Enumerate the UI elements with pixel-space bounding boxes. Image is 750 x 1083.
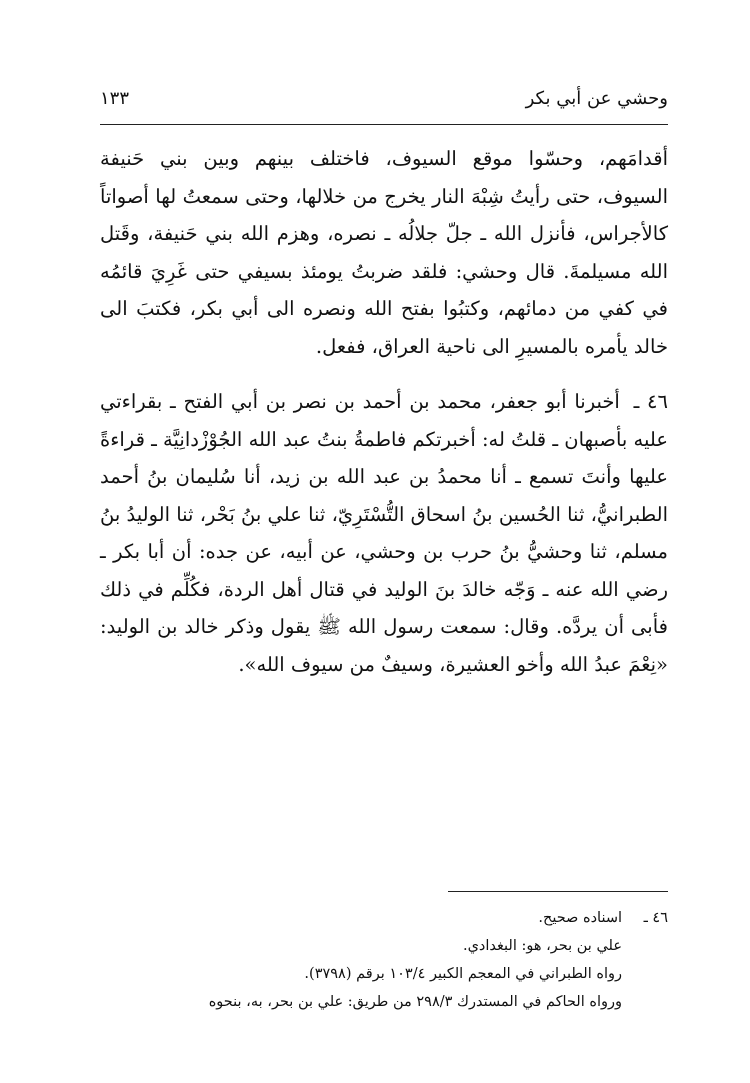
- main-text: [100, 140, 668, 683]
- footnote-line: [100, 904, 668, 932]
- running-title: وحشي عن أبي بكر: [525, 88, 668, 109]
- header-divider: [100, 124, 668, 125]
- footnotes: [100, 904, 668, 1016]
- running-head: [100, 86, 668, 112]
- paragraph-2: [100, 383, 668, 683]
- footnote-number: ٤٦ ـ: [643, 910, 668, 926]
- paragraph-2-text: أخبرنا أبو جعفر، محمد بن أحمد بن نصر بن أبي الفتح ـ بقراءتي عليه بأصبهان ـ قلتُ له: أخبرتكم فاطمةُ بنتُ عبد الله الجُوْزْدانِيَّة ـ قراءةً عليها وأنتَ تسمع ـ أنا محمدُ بن عبد الله بن زيد، أنا سُليمان بنُ أحمد الطبرانيُّ، ثنا الحُسين بنُ اسحاق التُّسْتَرِيّ، ثنا علي بنُ بَحْر، ثنا الوليدُ بنُ مسلم، ثنا وحشيُّ بنُ حرب بن وحشي، عن أبيه، عن جده: أن أبا بكر ـ رضي الله عنه ـ وَجّه خالدَ بنَ الوليد في قتال أهل الردة، فكُلِّم في ذلك فأبى أن يردَّه. وقال: سمعت رسول الله ﷺ يقول وذكر خالد بن الوليد: «نِعْمَ عبدُ الله وأخو العشيرة، وسيفٌ من سيوف الله».: [100, 390, 668, 676]
- page-number: ١٣٣: [100, 88, 130, 109]
- footnote-line: رواه الطبراني في المعجم الكبير ١٠٣/٤ برقم (٣٧٩٨).: [304, 966, 622, 982]
- footnote-text: اسناده صحيح.: [538, 910, 622, 926]
- paragraph-2-number: ٤٦ ـ: [633, 390, 668, 413]
- paragraph-1: أقدامَهم، وحسّوا موقع السيوف، فاختلف بينهم وبين بني حَنيفة السيوف، حتى رأيتُ شِبْهَ النار يخرج من خلالها، وحتى سمعتُ لها أصواتاً كالأجراس، فأنزل الله ـ جلّ جلالُه ـ نصره، وهزم الله بني حَنيفة، وقَتل الله مسيلمةَ. قال وحشي: فلقد ضربتُ يومئذ بسيفي حتى غَرِيَ قائمُه في كفي من دمائهم، وكتبُوا بفتح الله ونصره الى أبي بكر، فكتبَ الى خالد يأمره بالمسيرِ الى ناحية العراق، ففعل.: [100, 147, 668, 358]
- footnote-line: علي بن بحر، هو: البغدادي.: [462, 938, 622, 954]
- footnote-divider: [448, 891, 668, 892]
- footnote-line: ورواه الحاكم في المستدرك ٢٩٨/٣ من طريق: علي بن بحر، به، بنحوه: [208, 994, 622, 1010]
